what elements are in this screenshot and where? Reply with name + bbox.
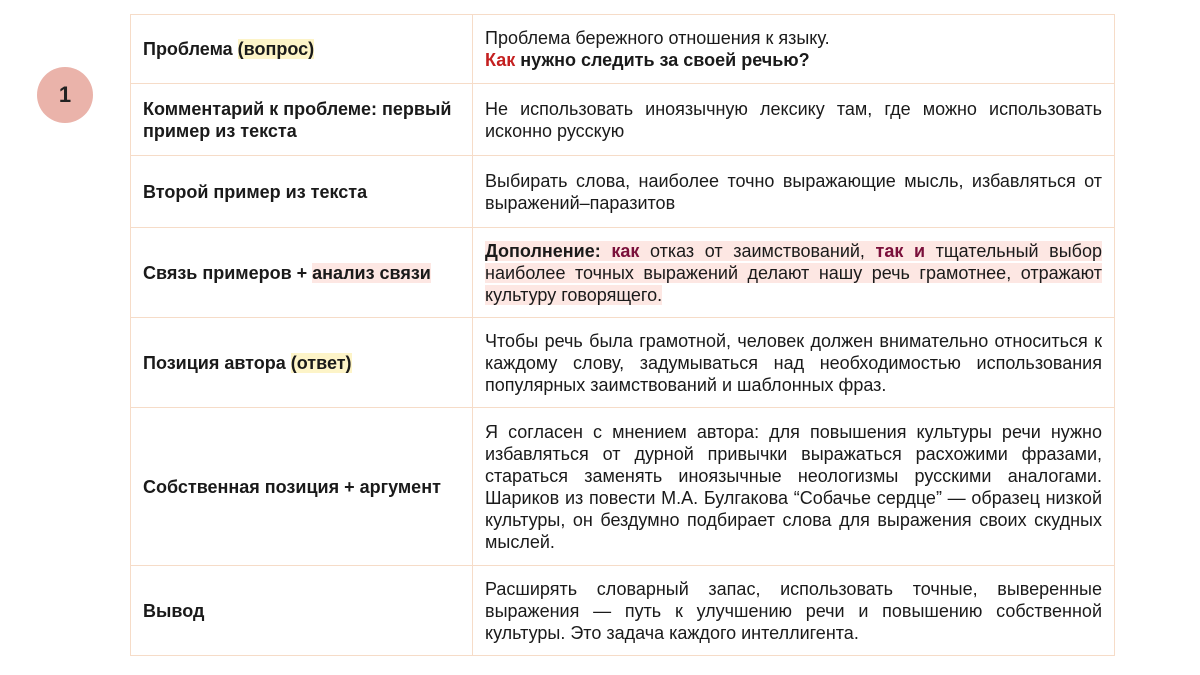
slide-number-badge: 1	[37, 67, 93, 123]
table-row	[131, 408, 1115, 566]
row-content: Проблема бережного отношения к языку. Как нужно следить за своей речью?	[473, 15, 1115, 84]
row-content: Не использовать иноязычную лексику там, где можно использовать исконно русскую	[473, 84, 1115, 156]
row-content: Чтобы речь была грамотной, человек должен внимательно относиться к каждому слову, задумываться над необходимостью использования популярных заимствований и шаблонных фраз.	[473, 318, 1115, 408]
row-content: Выбирать слова, наиболее точно выражающие мысль, избавляться от выражений–паразитов	[473, 156, 1115, 228]
label-highlight: (вопрос)	[237, 39, 315, 59]
table-row	[131, 318, 1115, 408]
essay-plan-table	[130, 14, 1115, 656]
addition-label: Дополнение:	[485, 240, 601, 261]
table-row	[131, 566, 1115, 656]
table-row	[131, 228, 1115, 318]
row-label: Вывод	[131, 566, 473, 656]
row-label: Собственная позиция + аргумент	[131, 408, 473, 566]
row-label: Связь примеров + анализ связи	[131, 228, 473, 318]
table-row	[131, 15, 1115, 84]
row-label: Комментарий к проблеме: первый пример из текста	[131, 84, 473, 156]
row-content: Дополнение: как отказ от заимствований, так и тщательный выбор наиболее точных выражений делают нашу речь грамотнее, отражают культуру говорящего.	[473, 228, 1115, 318]
row-label: Позиция автора (ответ)	[131, 318, 473, 408]
row-content: Я согласен с мнением автора: для повышения культуры речи нужно избавляться от дурной привычки выражаться расхожими фразами, стараться заменять иноязычные неологизмы русскими аналогами. Шариков из повести М.А. Булгакова “Собачье сердце” — образец низкой культуры, он бездумно подбирает слова для выражения своих скудных мыслей.	[473, 408, 1115, 566]
question-word: Как	[485, 50, 516, 70]
table-row	[131, 156, 1115, 228]
label-highlight: анализ связи	[312, 262, 431, 283]
row-label: Второй пример из текста	[131, 156, 473, 228]
label-highlight: (ответ)	[290, 352, 352, 373]
row-label: Проблема (вопрос)	[131, 15, 473, 84]
row-content: Расширять словарный запас, использовать точные, выверенные выражения — путь к улучшению речи и повышению собственной культуры. Это задача каждого интеллигента.	[473, 566, 1115, 656]
table-row	[131, 84, 1115, 156]
